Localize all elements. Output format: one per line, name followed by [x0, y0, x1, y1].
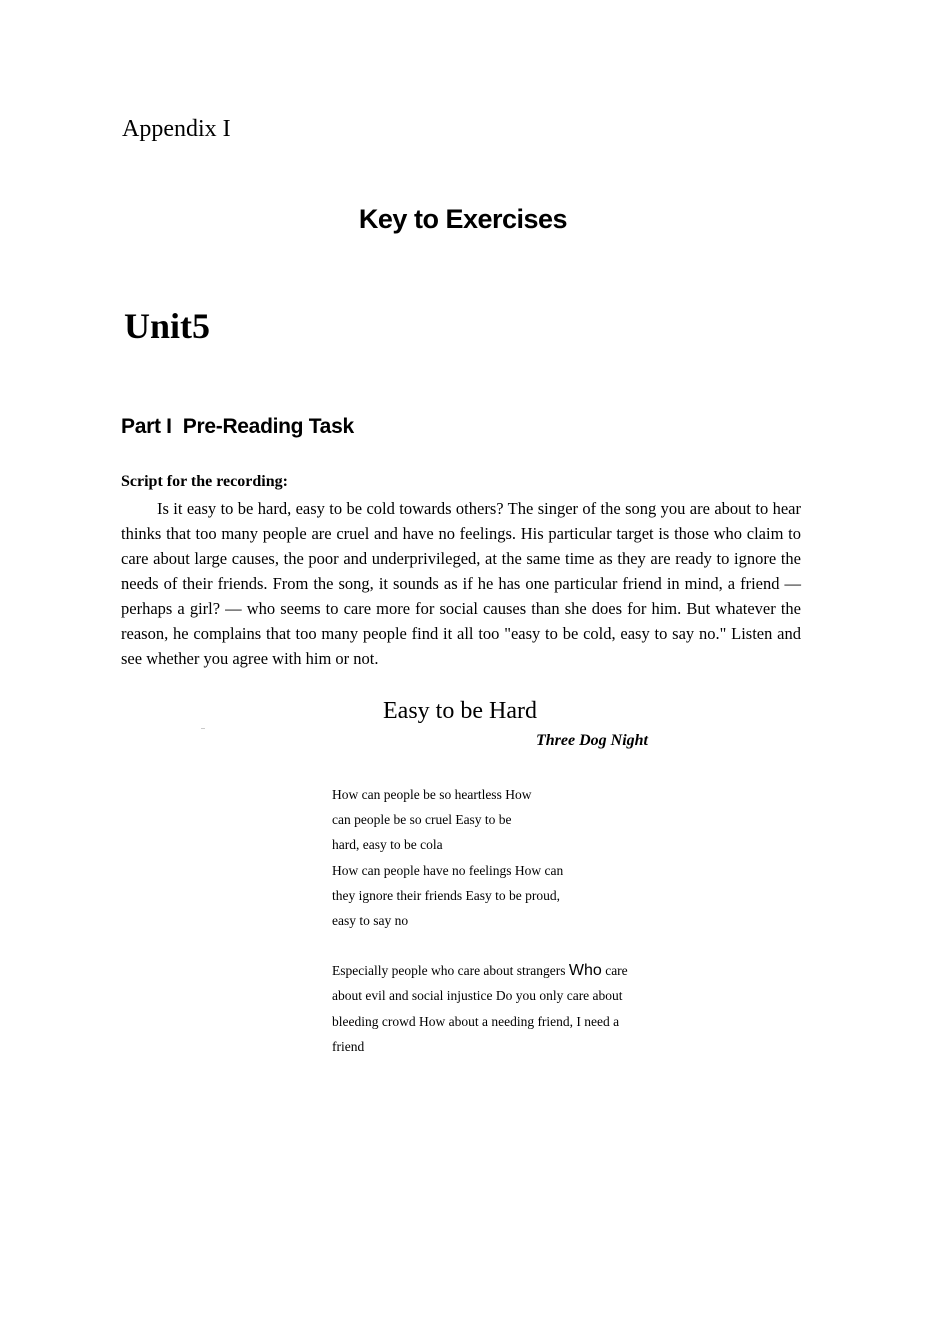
- appendix-label: Appendix I: [122, 116, 231, 142]
- script-label: Script for the recording:: [121, 473, 288, 490]
- unit-title: Unit5: [124, 306, 211, 346]
- lyric-fragment: care: [601, 963, 628, 979]
- lyric-line: bleeding crowd How about a needing friend, I need a: [332, 1013, 620, 1029]
- lyric-line: easy to say no: [332, 912, 409, 928]
- stanza-gap: [332, 933, 672, 958]
- lyric-fragment-who: Who: [568, 962, 602, 980]
- lyric-line: they ignore their friends Easy to be proud,: [332, 887, 560, 903]
- lyric-line: How can people be so heartless How: [332, 787, 532, 802]
- song-title: Easy to be Hard: [383, 698, 537, 724]
- document-title: Key to Exercises: [358, 204, 568, 234]
- lyric-line: [332, 958, 672, 983]
- part-title: Part I Pre-Reading Task: [121, 415, 354, 438]
- lyric-line: How can people have no feelings How can: [332, 862, 564, 878]
- song-artist: Three Dog Night: [536, 732, 648, 749]
- lyric-line: can people be so cruel Easy to be: [332, 812, 512, 828]
- song-lyrics: [332, 782, 672, 1059]
- lyric-line: about evil and social injustice Do you only care about: [332, 988, 623, 1004]
- lyric-fragment: Especially people who care about strangers: [332, 963, 569, 979]
- script-paragraph: Is it easy to be hard, easy to be cold towards others? The singer of the song you are about to hear thinks that too many people are cruel and have no feelings. His particular target is those who claim to care about large causes, the poor and underprivileged, at the same time as they are ready to ignore the needs of their friends. From the song, it sounds as if he has one particular friend in mind, a friend — perhaps a girl? — who seems to care more for social causes than she does for him. But whatever the reason, he complains that too many people find it all too "easy to be cold, easy to say no." Listen and see whether you agree with him or not.: [121, 499, 801, 668]
- stray-mark: ..: [201, 722, 205, 731]
- lyric-line: friend: [332, 1038, 365, 1054]
- lyric-line: hard, easy to be cola: [332, 837, 443, 853]
